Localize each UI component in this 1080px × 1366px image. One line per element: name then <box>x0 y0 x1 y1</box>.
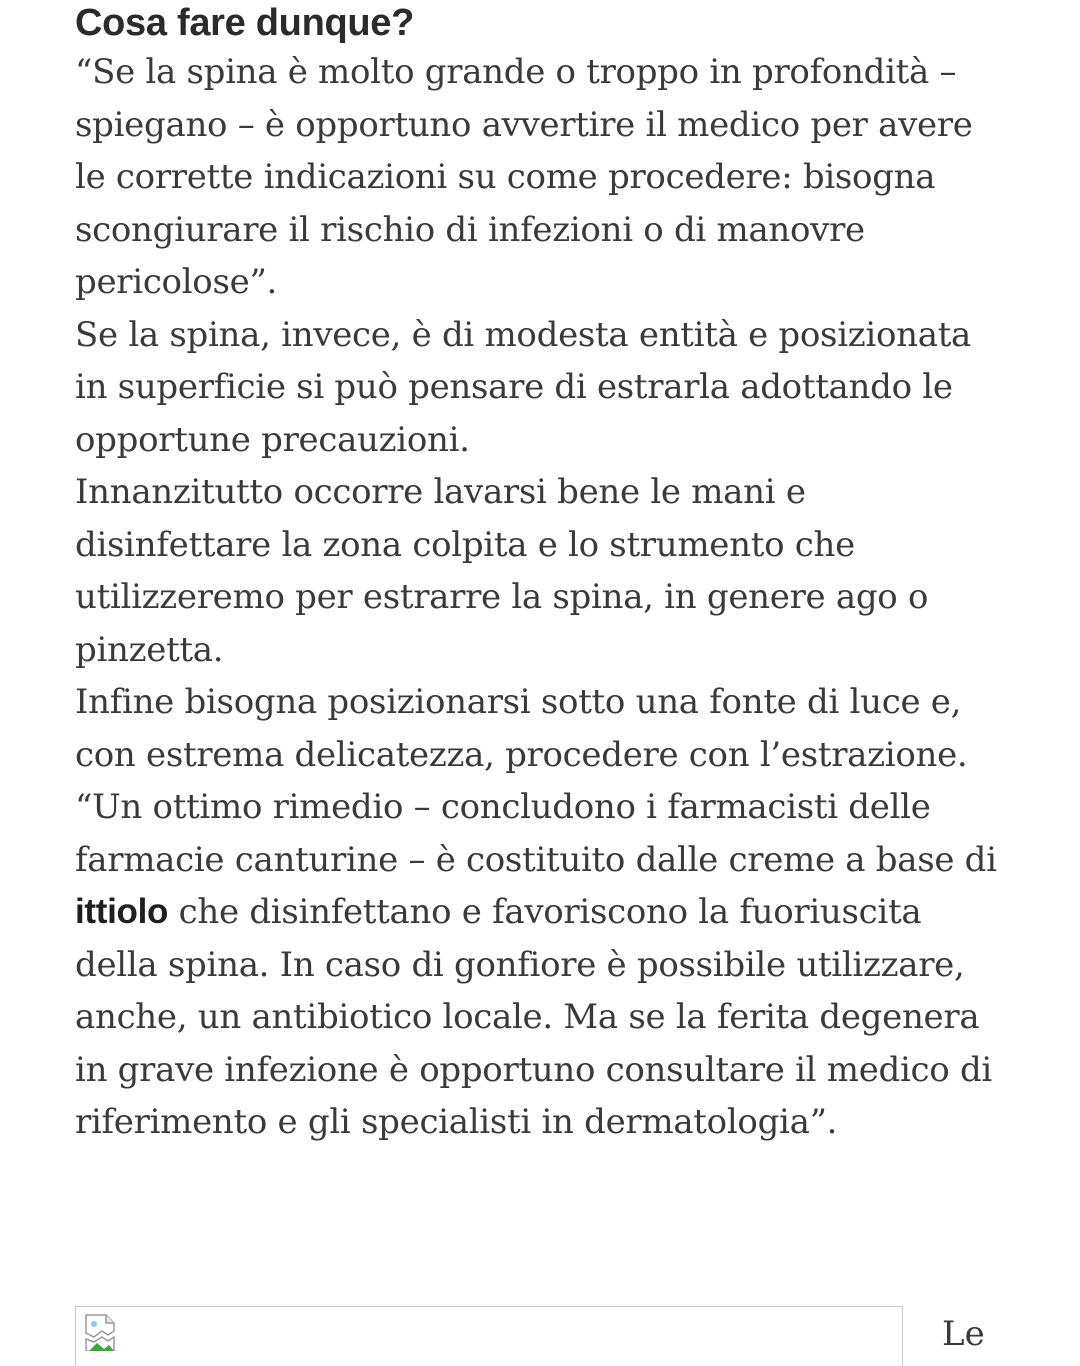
article-body <box>75 0 1010 1149</box>
paragraph-5-text-start: “Un ottimo rimedio – concludono i farmacisti delle farmacie canturine – è costituito dalle creme a base di <box>75 787 997 880</box>
figure-row <box>75 1306 1015 1366</box>
ittiolo-link[interactable]: ittiolo <box>75 892 169 931</box>
paragraph-1: “Se la spina è molto grande o troppo in profondità – spiegano – è opportuno avvertire il medico per avere le corrette indicazioni su come procedere: bisogna scongiurare il rischio di infezioni o di manovre pericolose”. <box>75 52 973 302</box>
paragraph-5-text-end: che disinfettano e favoriscono la fuoriuscita della spina. In caso di gonfiore è possibile utilizzare, anche, un antibiotico locale. Ma se la ferita degenera in grave infezione è opportuno consultare il medico di riferimento e gli specialisti in dermatologia”. <box>75 892 993 1142</box>
section-heading: Cosa fare dunque? <box>75 2 415 44</box>
article-text <box>75 46 1010 1149</box>
paragraph-5 <box>75 781 1010 1149</box>
paragraph-4: Infine bisogna posizionarsi sotto una fonte di luce e, con estrema delicatezza, procedere con l’estrazione. <box>75 682 968 775</box>
broken-image[interactable] <box>75 1306 903 1366</box>
paragraph-3: Innanzitutto occorre lavarsi bene le mani e disinfettare la zona colpita e lo strumento che utilizzeremo per estrarre la spina, in genere ago o pinzetta. <box>75 472 929 670</box>
broken-image-icon <box>80 1311 120 1351</box>
paragraph-2: Se la spina, invece, è di modesta entità e posizionata in superficie si può pensare di estrarla adottando le opportune precauzioni. <box>75 314 972 460</box>
wrapped-text-fragment: Le <box>942 1314 985 1354</box>
